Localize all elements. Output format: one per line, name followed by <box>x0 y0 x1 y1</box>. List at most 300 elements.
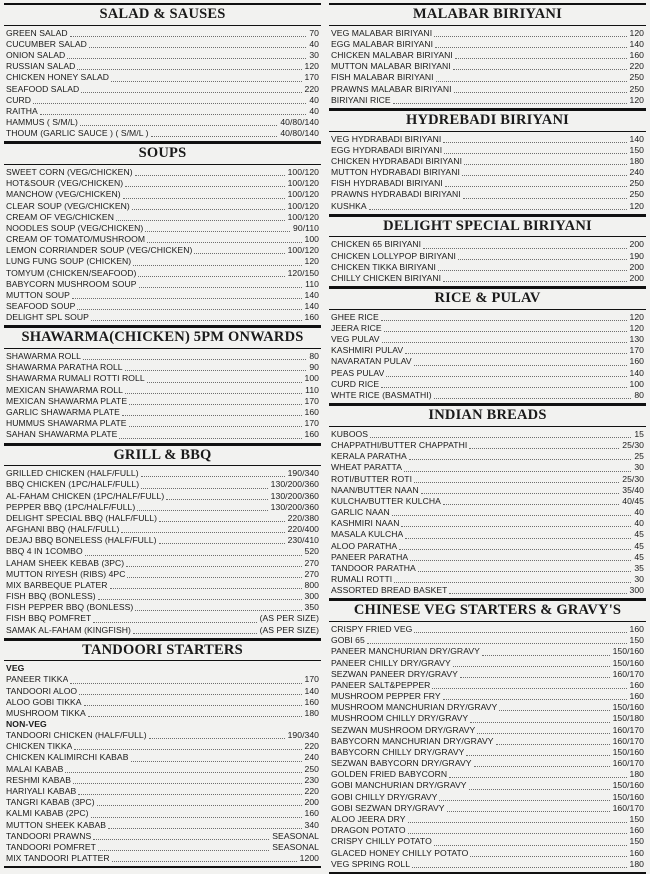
menu-item-price: 140 <box>304 301 319 312</box>
leader-dots <box>133 626 257 634</box>
menu-item-price: SEASONAL <box>272 830 319 841</box>
menu-item-row <box>6 625 319 636</box>
menu-item-price: 160/170 <box>612 758 644 769</box>
section-items <box>4 165 321 327</box>
menu-item-name: GOBI SEZWAN DRY/GRAVY <box>331 802 445 813</box>
leader-dots <box>91 810 302 818</box>
leader-dots <box>469 441 619 449</box>
menu-item-name: CURD RICE <box>331 378 380 389</box>
menu-item-name: VEG PULAV <box>331 334 380 345</box>
menu-item-name: AL-FAHAM CHICKEN (1PC/HALF/FULL) <box>6 490 165 501</box>
menu-item-row <box>6 362 319 373</box>
menu-item-name: HUMMUS SHAWARMA PLATE <box>6 418 127 429</box>
menu-item-name: PANEER CHILLY DRY/GRAVY <box>331 657 451 668</box>
menu-item-name: CLEAR SOUP (VEG/CHICKEN) <box>6 200 130 211</box>
menu-item-row <box>331 725 644 736</box>
menu-item-price: 160 <box>304 808 319 819</box>
menu-item-price: 200 <box>629 272 644 283</box>
leader-dots <box>414 358 627 366</box>
leader-dots <box>110 581 302 589</box>
menu-item-row <box>331 814 644 825</box>
menu-item-row <box>6 234 319 245</box>
leader-dots <box>460 670 610 678</box>
menu-item-row <box>6 167 319 178</box>
leader-dots <box>463 191 627 199</box>
section-items <box>329 26 646 110</box>
leader-dots <box>125 179 284 187</box>
leader-dots <box>80 118 277 126</box>
menu-item-row <box>331 462 644 473</box>
menu-item-name: RUSSIAN SALAD <box>6 61 76 72</box>
section-items <box>329 622 646 874</box>
menu-item-name: RAITHA <box>6 105 38 116</box>
leader-dots <box>458 252 627 260</box>
menu-item-price: 130/200/360 <box>270 501 319 512</box>
leader-dots <box>131 754 302 762</box>
menu-item-name: SHAWARMA PARATHA ROLL <box>6 362 123 373</box>
leader-dots <box>410 553 631 561</box>
menu-item-price: (AS PER SIZE) <box>259 624 319 635</box>
menu-item-price: 190/340 <box>287 730 319 741</box>
menu-item-price: 30 <box>309 50 319 61</box>
menu-item-row <box>6 820 319 831</box>
leader-dots <box>77 62 301 70</box>
menu-item-price: 220 <box>304 741 319 752</box>
leader-dots <box>121 525 284 533</box>
menu-item-name: CUCUMBER SALAD <box>6 38 87 49</box>
menu-item-row <box>6 72 319 83</box>
menu-item-row <box>6 853 319 864</box>
leader-dots <box>474 759 610 767</box>
leader-dots <box>88 709 302 717</box>
menu-item-name: EGG MALABAR BIRIYANI <box>331 38 434 49</box>
leader-dots <box>439 793 609 801</box>
section-title: TANDOORI STARTERS <box>4 640 321 662</box>
menu-item-row <box>6 61 319 72</box>
leader-dots <box>370 430 631 438</box>
menu-item-row <box>6 418 319 429</box>
menu-item-name: PANEER TIKKA <box>6 674 69 685</box>
menu-item-price: 45 <box>634 529 644 540</box>
menu-item-name: CHICKEN MALABAR BIRIYANI <box>331 50 453 61</box>
menu-item-row <box>6 268 319 279</box>
menu-item-price: (AS PER SIZE) <box>259 613 319 624</box>
menu-item-row <box>6 708 319 719</box>
menu-item-name: MIX BARBEQUE PLATER <box>6 579 108 590</box>
menu-item-price: 80 <box>309 351 319 362</box>
menu-item-name: MUSHROOM MANCHURIAN DRY/GRAVY <box>331 702 498 713</box>
leader-dots <box>79 687 301 695</box>
menu-item-name: SAMAK AL-FAHAM (KINGFISH) <box>6 624 131 635</box>
menu-item-row <box>331 529 644 540</box>
leader-dots <box>444 146 626 154</box>
menu-item-price: 150 <box>629 635 644 646</box>
menu-item-price: 160/170 <box>612 802 644 813</box>
menu-item-price: 250 <box>629 72 644 83</box>
menu-item-price: 250 <box>629 178 644 189</box>
menu-item-price: 160 <box>629 50 644 61</box>
leader-dots <box>91 313 302 321</box>
menu-item-row <box>6 351 319 362</box>
menu-item-price: 120 <box>629 322 644 333</box>
menu-item-row <box>6 373 319 384</box>
section-items <box>329 132 646 216</box>
menu-item-row <box>6 786 319 797</box>
menu-item-name: CHICKEN 65 BIRIYANI <box>331 239 422 250</box>
menu-item-row <box>331 635 644 646</box>
menu-item-price: 30 <box>634 574 644 585</box>
leader-dots <box>119 431 301 439</box>
menu-item-row <box>331 28 644 39</box>
leader-dots <box>159 514 285 522</box>
leader-dots <box>462 168 627 176</box>
menu-item-name: TANDOORI ALOO <box>6 685 78 696</box>
menu-item-name: MEXICAN SHAWARMA PLATE <box>6 395 128 406</box>
menu-item-row <box>331 61 644 72</box>
leader-dots <box>436 74 627 82</box>
menu-item-name: MUSHROOM TIKKA <box>6 707 86 718</box>
menu-item-price: 120 <box>629 94 644 105</box>
menu-section <box>329 110 646 216</box>
menu-item-row <box>6 28 319 39</box>
menu-item-row <box>6 429 319 440</box>
menu-item-price: 170 <box>304 674 319 685</box>
menu-item-price: 200 <box>304 797 319 808</box>
menu-item-name: GARLIC SHAWARMA PLATE <box>6 407 120 417</box>
leader-dots <box>73 776 301 784</box>
leader-dots <box>137 503 267 511</box>
menu-item-price: 120 <box>629 200 644 211</box>
menu-item-row <box>6 602 319 613</box>
menu-section <box>329 600 646 873</box>
leader-dots <box>464 157 626 165</box>
menu-item-name: PRAWNS MALABAR BIRIYANI <box>331 83 452 94</box>
leader-dots <box>122 408 302 416</box>
menu-item-price: 130 <box>629 334 644 345</box>
menu-item-name: TANGRI KABAB (3PC) <box>6 797 95 808</box>
menu-item-price: 150 <box>629 836 644 847</box>
section-title: SALAD & SAUSES <box>4 3 321 26</box>
menu-item-name: GOLDEN FRIED BABYCORN <box>331 769 448 780</box>
menu-item-row <box>331 836 644 847</box>
menu-item-name: SEZWAN BABYCORN DRY/GRAVY <box>331 758 472 769</box>
menu-item-name: GOBI CHILLY DRY/GRAVY <box>331 791 438 802</box>
leader-dots <box>455 51 627 59</box>
menu-item-name: MUTTON RIYESH (RIBS) 4PC <box>6 568 126 579</box>
menu-item-price: 140 <box>304 685 319 696</box>
menu-item-name: CHICKEN KALIMIRCHI KABAB <box>6 752 129 763</box>
leader-dots <box>412 860 626 868</box>
menu-item-name: VEG HYDRABADI BIRIYANI <box>331 133 442 144</box>
menu-item-row <box>331 585 644 596</box>
leader-dots <box>384 324 627 332</box>
leader-dots <box>470 715 609 723</box>
menu-item-row <box>331 262 644 273</box>
menu-item-price: 160 <box>629 624 644 635</box>
menu-item-row <box>331 201 644 212</box>
leader-dots <box>499 703 609 711</box>
leader-dots <box>496 737 610 745</box>
menu-column-left <box>4 3 321 864</box>
menu-item-price: 180 <box>629 155 644 166</box>
leader-dots <box>382 335 627 343</box>
leader-dots <box>127 570 301 578</box>
menu-item-row <box>6 569 319 580</box>
menu-item-price: 160 <box>629 691 644 702</box>
menu-item-price: 220 <box>304 785 319 796</box>
menu-item-row <box>331 178 644 189</box>
menu-item-row <box>331 859 644 870</box>
menu-item-price: 90/110 <box>293 222 319 233</box>
menu-item-name: EGG HYDRABADI BIRIYANI <box>331 144 443 155</box>
leader-dots <box>78 787 301 795</box>
menu-item-name: CURD <box>6 94 32 105</box>
menu-item-price: 190/340 <box>287 468 319 479</box>
menu-item-price: 150/160 <box>612 702 644 713</box>
leader-dots <box>40 107 307 115</box>
leader-dots <box>386 369 626 377</box>
menu-item-name: DEJAJ BBQ BONELESS (HALF/FULL) <box>6 535 157 546</box>
menu-item-price: 40 <box>634 518 644 529</box>
leader-dots <box>33 96 306 104</box>
menu-item-name: MUTTON HYDRABADI BIRIYANI <box>331 167 460 178</box>
menu-item-price: 40 <box>309 94 319 105</box>
section-items <box>4 661 321 868</box>
menu-item-name: CHICKEN TIKKA BIRIYANI <box>331 261 436 272</box>
menu-item-price: 180 <box>629 858 644 869</box>
menu-item-price: 520 <box>304 546 319 557</box>
menu-item-name: MIX TANDOORI PLATTER <box>6 853 110 864</box>
menu-item-price: 160 <box>304 696 319 707</box>
leader-dots <box>449 586 626 594</box>
menu-item-name: THOUM (GARLIC SAUCE ) ( S/M/L ) <box>6 128 149 139</box>
menu-item-row <box>331 334 644 345</box>
menu-item-row <box>6 301 319 312</box>
menu-item-row <box>6 223 319 234</box>
section-items <box>4 466 321 640</box>
menu-item-name: GHEE RICE <box>331 311 379 322</box>
menu-item-name: WHTE RICE (BASMATHI) <box>331 389 432 400</box>
menu-item-name: CREAM OF VEG/CHICKEN <box>6 211 114 222</box>
menu-section <box>4 327 321 444</box>
menu-item-row <box>331 368 644 379</box>
menu-item-price: 80 <box>634 389 644 400</box>
menu-item-price: 350 <box>304 602 319 613</box>
menu-item-price: 150 <box>629 814 644 824</box>
menu-item-row <box>331 39 644 50</box>
menu-item-row <box>331 239 644 250</box>
leader-dots <box>133 258 301 266</box>
menu-item-row <box>331 189 644 200</box>
menu-item-price: 160 <box>304 312 319 323</box>
menu-item-name: SEZWAN MUSHROOM DRY/GRAVY <box>331 724 476 735</box>
menu-item-price: 160 <box>304 407 319 417</box>
menu-item-name: ALOO JEERA DRY <box>331 814 406 824</box>
leader-dots <box>404 464 631 472</box>
menu-item-name: ALOO GOBI TIKKA <box>6 696 82 707</box>
menu-item-price: 100 <box>629 378 644 389</box>
menu-item-row <box>331 713 644 724</box>
menu-item-name: ASSORTED BREAD BASKET <box>331 585 448 596</box>
menu-item-row <box>6 842 319 853</box>
menu-item-row <box>6 290 319 301</box>
menu-item-row <box>331 680 644 691</box>
menu-item-name: PANEER MANCHURIAN DRY/GRAVY <box>331 646 480 657</box>
menu-item-price: 270 <box>304 568 319 579</box>
menu-item-row <box>331 84 644 95</box>
section-subhead: NON-VEG <box>6 719 47 730</box>
menu-item-name: NAAN/BUTTER NAAN <box>331 484 419 495</box>
menu-section <box>329 288 646 405</box>
leader-dots <box>67 51 306 59</box>
menu-item-row <box>331 780 644 791</box>
section-subhead: VEG <box>6 663 25 674</box>
menu-item-price: 130/200/360 <box>270 490 319 501</box>
menu-item-row <box>331 451 644 462</box>
leader-dots <box>98 843 269 851</box>
menu-item-row <box>6 580 319 591</box>
leader-dots <box>414 625 626 633</box>
menu-item-name: KERALA PARATHA <box>331 451 407 462</box>
menu-item-price: 45 <box>634 540 644 551</box>
leader-dots <box>65 765 301 773</box>
section-items <box>329 427 646 601</box>
menu-item-price: 170 <box>304 72 319 83</box>
menu-item-row <box>331 167 644 178</box>
menu-item-row <box>6 468 319 479</box>
menu-item-row <box>331 156 644 167</box>
menu-item-name: SHAWARMA ROLL <box>6 351 81 362</box>
menu-item-row <box>331 825 644 836</box>
menu-item-price: 150 <box>629 144 644 155</box>
menu-item-price: 1200 <box>299 853 319 864</box>
leader-dots <box>147 235 301 243</box>
menu-item-price: 160 <box>304 429 319 440</box>
menu-item-row <box>331 669 644 680</box>
menu-section <box>4 640 321 868</box>
menu-item-name: KUSHKA <box>331 200 367 211</box>
leader-dots <box>135 168 285 176</box>
menu-item-row <box>331 72 644 83</box>
leader-dots <box>405 346 626 354</box>
menu-item-row <box>331 429 644 440</box>
menu-item-price: 100 <box>304 373 319 384</box>
menu-item-name: MANCHOW (VEG/CHICKEN) <box>6 189 121 200</box>
menu-item-price: 35/40 <box>622 484 644 495</box>
menu-item-price: 70 <box>309 27 319 38</box>
leader-dots <box>421 486 620 494</box>
menu-item-name: CHICKEN HONEY SALAD <box>6 72 109 83</box>
menu-item-name: RUMALI ROTTI <box>331 574 393 585</box>
menu-item-price: 170 <box>304 395 319 406</box>
menu-item-row <box>331 702 644 713</box>
menu-item-row <box>6 95 319 106</box>
menu-item-name: GOBI MANCHURIAN DRY/GRAVY <box>331 780 467 791</box>
menu-item-name: BABYCORN MANCHURIAN DRY/GRAVY <box>331 735 494 746</box>
menu-item-price: 140 <box>304 289 319 300</box>
menu-item-name: NAVARATAN PULAV <box>331 356 412 367</box>
menu-item-name: CHAPPATHI/BUTTER CHAPPATHI <box>331 440 468 450</box>
menu-item-row <box>6 674 319 685</box>
leader-dots <box>83 352 306 360</box>
menu-item-row <box>6 407 319 418</box>
leader-dots <box>414 475 619 483</box>
leader-dots <box>401 519 631 527</box>
leader-dots <box>438 263 627 271</box>
menu-item-row <box>331 379 644 390</box>
leader-dots <box>70 29 307 37</box>
menu-item-name: VEG SPRING ROLL <box>331 858 411 869</box>
menu-item-row <box>331 496 644 507</box>
leader-dots <box>470 849 626 857</box>
menu-item-price: 140 <box>629 367 644 378</box>
leader-dots <box>139 280 303 288</box>
leader-dots <box>132 202 285 210</box>
menu-item-row <box>6 752 319 763</box>
menu-item-name: GREEN SALAD <box>6 27 68 38</box>
menu-item-row <box>6 831 319 842</box>
menu-item-name: FISH BBQ POMFRET <box>6 613 92 624</box>
leader-dots <box>454 85 627 93</box>
menu-item-price: 120 <box>304 256 319 267</box>
leader-dots <box>129 397 301 405</box>
menu-item-row <box>6 764 319 775</box>
leader-dots <box>116 213 285 221</box>
menu-item-name: LAHAM SHEEK KEBAB (3PC) <box>6 557 125 568</box>
menu-item-row <box>6 385 319 396</box>
menu-item-row <box>6 513 319 524</box>
menu-item-price: 100/120 <box>287 167 319 178</box>
leader-dots <box>70 676 301 684</box>
leader-dots <box>111 74 302 82</box>
menu-item-row <box>331 563 644 574</box>
menu-item-price: 160/170 <box>612 735 644 746</box>
menu-item-name: HAMMUS ( S/M/L) <box>6 117 78 128</box>
menu-item-name: ROTI/BUTTER ROTI <box>331 473 413 484</box>
menu-item-price: 800 <box>304 579 319 590</box>
menu-item-price: 230 <box>304 774 319 785</box>
menu-item-row <box>6 775 319 786</box>
leader-dots <box>77 302 301 310</box>
menu-item-name: TANDOORI POMFRET <box>6 841 96 852</box>
menu-item-row <box>6 502 319 513</box>
menu-item-row <box>331 485 644 496</box>
menu-item-row <box>6 546 319 557</box>
section-items <box>4 26 321 144</box>
menu-item-price: 40 <box>309 38 319 49</box>
leader-dots <box>443 692 627 700</box>
menu-item-name: NOODLES SOUP (VEG/CHICKEN) <box>6 222 144 233</box>
menu-item-name: ONION SALAD <box>6 50 66 61</box>
menu-item-row <box>6 741 319 752</box>
menu-item-name: PEAS PULAV <box>331 367 385 378</box>
section-title: GRILL & BBQ <box>4 445 321 467</box>
menu-item-row <box>6 189 319 200</box>
leader-dots <box>408 826 627 834</box>
leader-dots <box>98 592 302 600</box>
section-items <box>4 349 321 444</box>
menu-item-price: 100/120 <box>287 200 319 211</box>
menu-item-price: 160/170 <box>612 724 644 735</box>
menu-item-row <box>6 201 319 212</box>
menu-item-row <box>331 273 644 284</box>
menu-item-price: 150/180 <box>612 713 644 724</box>
menu-item-price: 200 <box>629 261 644 272</box>
menu-item-row <box>331 251 644 262</box>
menu-item-price: 40 <box>634 507 644 518</box>
leader-dots <box>369 202 627 210</box>
menu-item-price: 340 <box>304 819 319 830</box>
